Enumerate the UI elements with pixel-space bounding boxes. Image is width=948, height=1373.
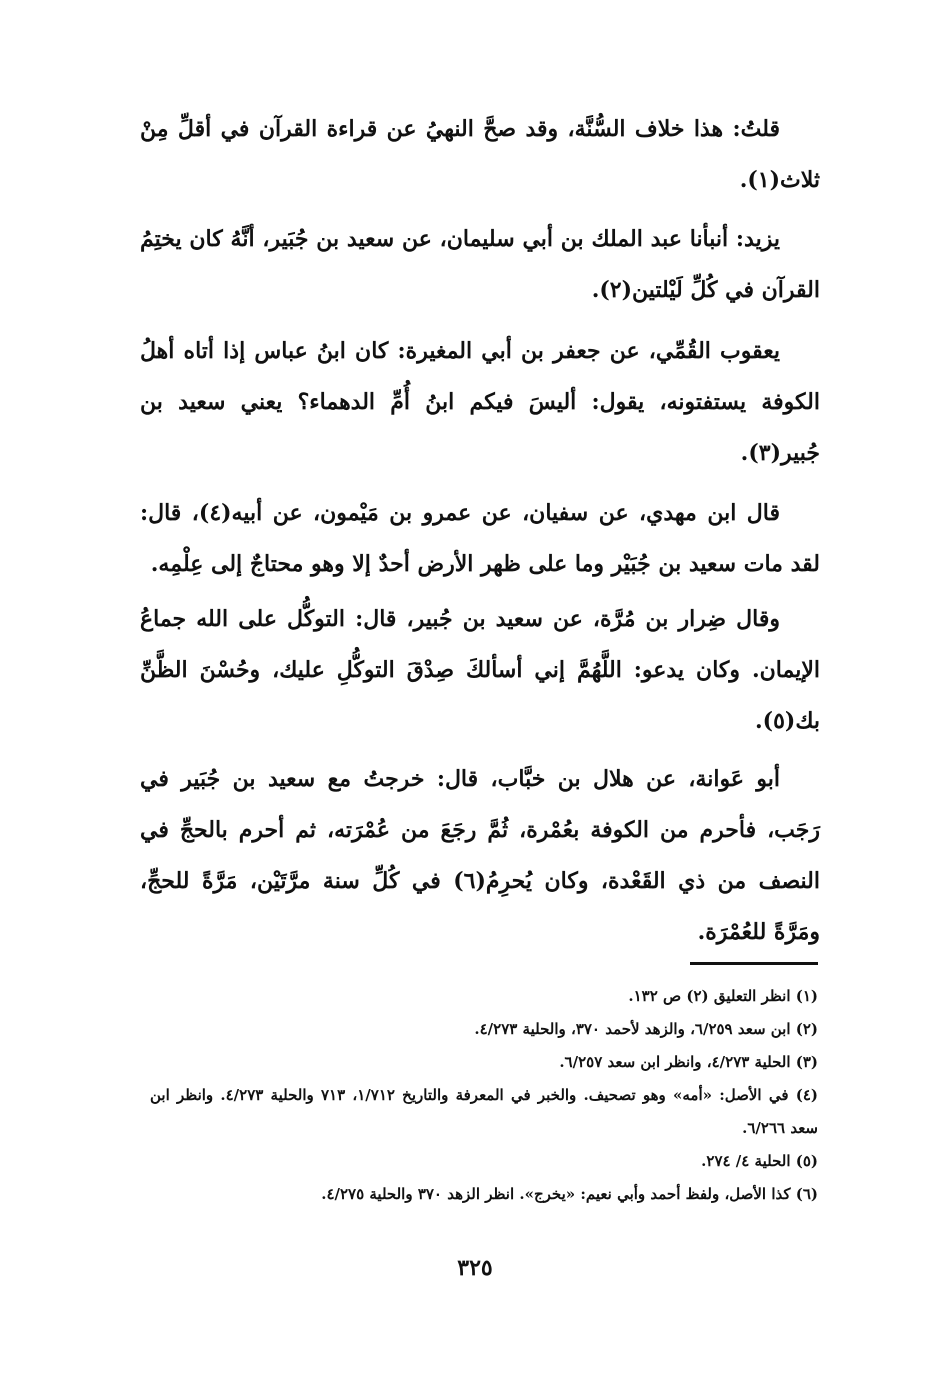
footnote-6: (٦) كذا الأصل، ولفظ أحمد وأبي نعيم: «يخرج». انظر الزهد ٣٧٠ والحلية ٤/٢٧٥.	[321, 1185, 818, 1203]
paragraph-2: يزيد: أنبأنا عبد الملك بن أبي سليمان، عن سعيد بن جُبَير، أنَّهُ كان يختِمُ القرآن في كُلِّ لَيْلتين(٢).	[140, 226, 820, 303]
paragraph-3: يعقوب القُمِّي، عن جعفر بن أبي المغيرة: كان ابنُ عباس إذا أتاه أهلُ الكوفة يستفتونه، يقول: أليسَ فيكم ابنُ أُمِّ الدهماء؟ يعني سعيد بن جُبير(٣).	[140, 338, 820, 466]
footnote-5: (٥) الحلية ٤/ ٢٧٤.	[701, 1152, 818, 1170]
page-number: ٣٢٥	[457, 1255, 493, 1281]
main-text-block	[140, 104, 820, 969]
footnote-2: (٢) ابن سعد ٦/٢٥٩، والزهد لأحمد ٣٧٠، والحلية ٤/٢٧٣.	[474, 1020, 818, 1038]
paragraph-5: وقال ضِرار بن مُرَّة، عن سعيد بن جُبير، قال: التوكُّل على الله جماعُ الإيمان. وكان يدعو: اللَّهُمَّ إني أسألكَ صِدْقَ التوكُّلِ عليك، وحُسْنَ الظَّنِّ بك(٥).	[140, 606, 820, 734]
footnote-3: (٣) الحلية ٤/٢٧٣، وانظر ابن سعد ٦/٢٥٧.	[559, 1053, 818, 1071]
paragraph-6: أبو عَوانة، عن هلال بن خبَّاب، قال: خرجتُ مع سعيد بن جُبَير في رَجَب، فأحرم من الكوفة بعُمْرة، ثُمَّ رجَعَ من عُمْرَته، ثم أحرم بالحجِّ في النصف من ذي القَعْدة، وكان يُحرِمُ(٦) في كُلِّ سنة مرَّتَيْن، مَرَّةً للحجِّ، ومَرَّةً للعُمْرَة.	[140, 766, 820, 945]
paragraph-4: قال ابن مهدي، عن سفيان، عن عمرو بن مَيْمون، عن أبيه(٤)، قال: لقد مات سعيد بن جُبَيْر وما على ظهر الأرض أحدٌ إلا وهو محتاجٌ إلى عِلْمِه.	[140, 500, 820, 577]
footnote-4: (٤) في الأصل: «أمه» وهو تصحيف. والخبر في المعرفة والتاريخ ١/٧١٢، ٧١٣ والحلية ٤/٢٧٣. وانظر ابن سعد ٦/٢٦٦.	[150, 1086, 818, 1137]
paragraph-1: قلتُ: هذا خلاف السُّنَّة، وقد صحَّ النهيُ عن قراءة القرآن في أقلِّ مِنْ ثلاث(١).	[140, 116, 820, 193]
footnote-separator	[690, 962, 818, 965]
footnote-1: (١) انظر التعليق (٢) ص ١٣٢.	[628, 987, 818, 1005]
footnotes	[150, 980, 818, 1211]
